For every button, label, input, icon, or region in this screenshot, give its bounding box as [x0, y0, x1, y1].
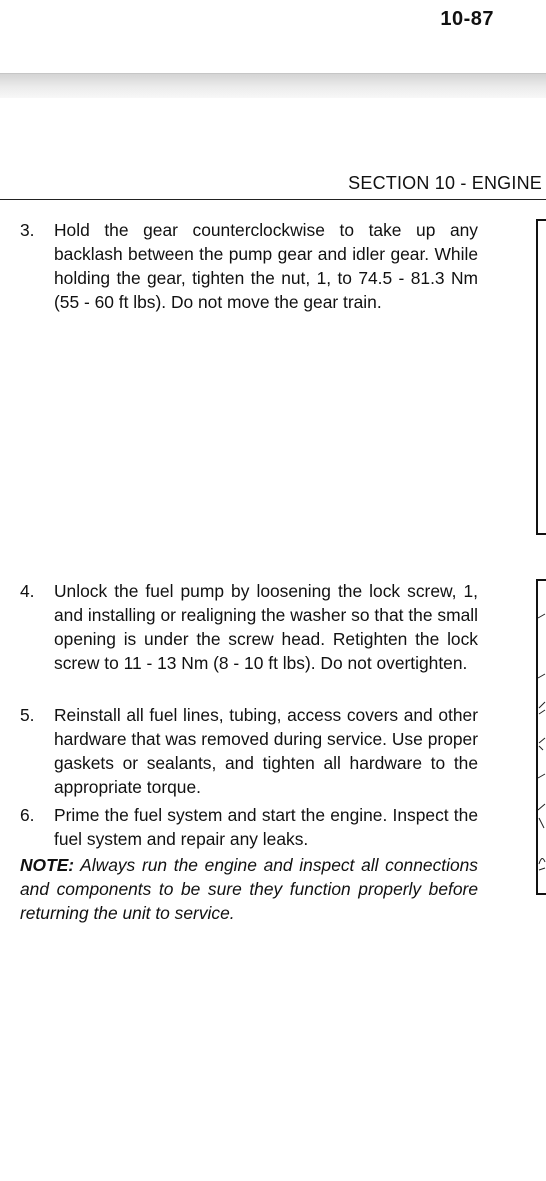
step-4 — [20, 579, 478, 675]
figure-edge-top — [535, 218, 546, 538]
step-5 — [20, 703, 478, 799]
figure-edge-bottom — [535, 578, 546, 898]
page-divider-band — [0, 73, 546, 98]
header-rule — [0, 199, 546, 200]
page-number: 10-87 — [440, 8, 494, 30]
step-text: Unlock the fuel pump by loosening the lock screw, 1, and installing or realigning the washer so that the small opening is under the screw head. Retighten the lock screw to 11 - 13 Nm (8 - 10 ft lbs). Do not overtighten. — [54, 581, 478, 673]
step-number: 3. — [20, 220, 35, 240]
step-text: Prime the fuel system and start the engine. Inspect the fuel system and repair any leaks. — [54, 805, 478, 849]
step-number: 6. — [20, 805, 35, 825]
step-6 — [20, 803, 478, 851]
step-text: Reinstall all fuel lines, tubing, access covers and other hardware that was removed during service. Use proper gaskets or sealants, and tighten all hardware to the appropriate torque. — [54, 705, 478, 797]
step-text: Hold the gear counterclockwise to take up any backlash between the pump gear and idler gear. While holding the gear, tighten the nut, 1, to 74.5 - 81.3 Nm (55 - 60 ft lbs). Do not move the gear train. — [54, 220, 478, 312]
note-label: NOTE: — [20, 855, 75, 875]
section-title: SECTION 10 - ENGINE — [348, 173, 542, 193]
step-3 — [20, 218, 478, 314]
note-text: Always run the engine and inspect all connections and components to be sure they function properly before returning the unit to service. — [20, 855, 478, 923]
step-number: 5. — [20, 705, 35, 725]
note-paragraph — [20, 853, 478, 925]
step-number: 4. — [20, 581, 35, 601]
